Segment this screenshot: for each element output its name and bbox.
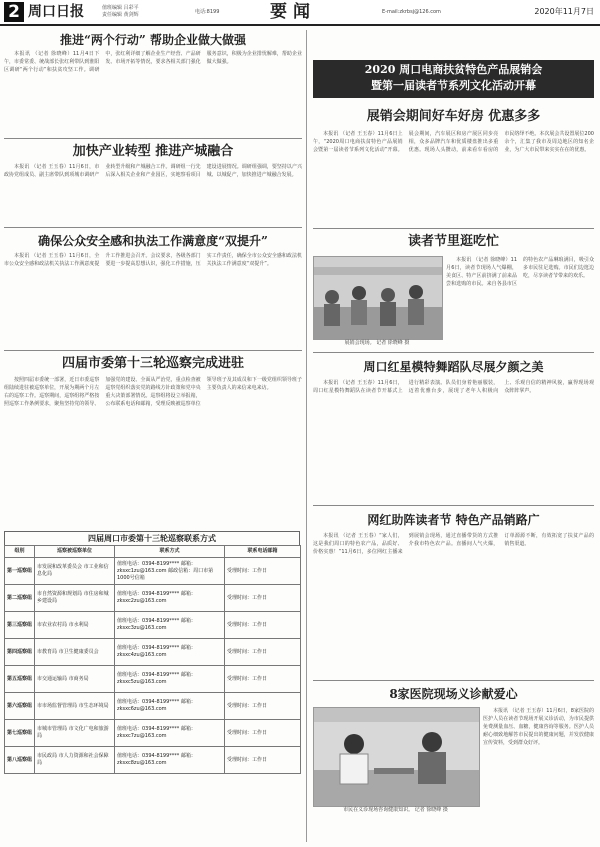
table — [4, 545, 301, 774]
phone-cell: 受理时间：工作日 — [225, 666, 301, 693]
group-cell: 第四巡察组 — [5, 639, 35, 666]
article-car-house-deals — [313, 104, 594, 226]
unit-cell: 市农业农村局 市水利局 — [35, 612, 115, 639]
editor-line-1: 值班编辑 吕彩平 — [102, 5, 139, 11]
photo-caption: 市民在义诊现场咨询健康知识。 记者 徐晓峰 摄 — [343, 807, 448, 813]
unit-cell: 市交通运输局 市商务局 — [35, 666, 115, 693]
article-industry-transform — [4, 141, 302, 225]
article-body: 本报讯 （记者 徐晓峰）11月4日下午，市委常委、统战部长张红利带队到淮阳区调研“两个行动”和扶贫攻坚工作。调研中，张红利详细了解企业生产经营、产品研发、市场开拓等情况，要求各相关部门强化服务意识，积极为企业排忧解难，帮助企业做大做强。 — [4, 51, 302, 73]
phone-cell: 受理时间：工作日 — [225, 612, 301, 639]
phone-cell: 受理时间：工作日 — [225, 720, 301, 747]
table-row — [5, 747, 301, 774]
article-body: 本报讯 （记者 王玉春）11月6日，周口红星模特舞蹈队在读者节开幕式上进行精彩表演。队员们身着艳丽服装，迈着优雅台步，展现了老年人积极向上、乐观自信的精神风貌，赢得现场观众阵阵掌声。 — [313, 380, 594, 394]
expo-banner — [313, 60, 594, 98]
contact-cell: 值班电话：0394-8199**** 邮箱：zksxc6zu@163.com — [115, 693, 225, 720]
group-cell: 第七巡察组 — [5, 720, 35, 747]
table-header-row — [5, 546, 301, 558]
group-cell: 第八巡察组 — [5, 747, 35, 774]
contact-cell: 值班电话：0394-8199**** 邮箱：zksxc4zu@163.com — [115, 639, 225, 666]
headline: 网红助阵读者节 特色产品销路广 — [367, 513, 540, 527]
article-body: 本报讯 （记者 王玉春）11月6日，市政协党组成员、副主席带队到项城市调研产业转型升级和产城融合工作。调研组一行先后深入相关企业和产业园区，实地察看项目建设进展情况。调研组强调，要坚持以产兴城、以城促产，加快推进产城融合发展。 — [4, 164, 302, 178]
divider — [313, 352, 594, 353]
article-influencers — [313, 508, 594, 678]
banner-line-1: 2020 周口电商扶贫特色产品展销会 — [364, 63, 543, 76]
phone-cell: 受理时间：工作日 — [225, 585, 301, 612]
masthead — [0, 0, 600, 26]
divider — [313, 505, 594, 506]
column-rule — [306, 30, 307, 842]
clinic-photo — [313, 707, 480, 807]
contact-cell: 值班电话：0394-8199**** 邮箱：zksxc8zu@163.com — [115, 747, 225, 774]
headline: 确保公众安全感和执法工作满意度“双提升” — [38, 234, 268, 248]
issue-date: 2020年11月7日 — [534, 7, 594, 16]
article-body: 按照四届市委统一部署，近日市委巡察组陆续进驻被巡察单位，开展为期两个月左右的巡察工作。巡察期间，巡察组将严格按照巡察工作条例要求，聚焦坚持党的领导、加强党的建设、全面从严治党，重点检查被巡察党组织落实党的路线方针政策和党中央重大决策部署情况。巡察组将设立举报箱，公布联系电话和邮箱，受理反映被巡察单位领导班子及其成员和下一级党组织领导班子主要负责人的来信来电来访。 — [4, 377, 302, 407]
expo-photo — [313, 256, 443, 340]
unit-cell: 市城市管理局 市文化广电和旅游局 — [35, 720, 115, 747]
contact-cell: 值班电话：0394-8199**** 邮箱：zksxc2zu@163.com — [115, 585, 225, 612]
section-title: 要闻 — [270, 2, 316, 22]
headline: 展销会期间好车好房 优惠多多 — [366, 109, 541, 124]
article-body: 本报讯 （记者 王玉春）11月6日上午，“2020周口电商扶贫特色产品展销会暨第一届读者节系列文化活动”开幕。展会期间，汽车展区和房产展区同步亮相，众多品牌汽车和优质楼盘推出多重优惠。现场人头攒动，前来看车看房的市民络绎不绝。本次展会共设置展位200余个，汇集了我市及周边地区的知名企业，为广大市民带来实实在在的优惠。 — [313, 131, 594, 153]
headline: 读者节里逛吃忙 — [407, 234, 499, 249]
article-dance-team — [313, 355, 594, 503]
clinic-photo-image — [314, 708, 479, 806]
group-cell: 第五巡察组 — [5, 666, 35, 693]
headline: 8家医院现场义诊献爱心 — [389, 687, 518, 701]
table-row — [5, 585, 301, 612]
group-cell: 第一巡察组 — [5, 558, 35, 585]
divider — [313, 680, 594, 681]
email: E-mail:zkrbsj@126.com — [382, 9, 441, 15]
table-row — [5, 558, 301, 585]
contact-cell: 值班电话：0394-8199**** 邮箱：zksxc7zu@163.com — [115, 720, 225, 747]
photo-caption: 展销会现场。 记者 徐晓峰 摄 — [344, 340, 410, 346]
headline: 加快产业转型 推进产城融合 — [72, 144, 234, 159]
article-two-actions — [4, 30, 302, 136]
article-body: 本报讯 （记者 徐晓峰）11月6日，读者节现场人气爆棚，美食区、特产区前挤满了前来品尝和选购的市民。来自各县市区的特色农产品琳琅满目，吸引众多市民驻足选购。市民们边逛边吃，尽享读者节带来的欢乐。 — [446, 257, 594, 287]
phone-cell: 受理时间：工作日 — [225, 558, 301, 585]
group-cell: 第六巡察组 — [5, 693, 35, 720]
phone-cell: 受理时间：工作日 — [225, 747, 301, 774]
article-body: 本报讯 （记者 王玉春）11月6日，全市公众安全感和政法机关执法工作满意度提升工作推进会召开。会议要求，各级各部门要进一步提高思想认识，强化工作措施，压实工作责任，确保全市公众安全感和政法机关执法工作满意度“双提升”。 — [4, 253, 302, 267]
column-header: 联系电话邮箱 — [225, 546, 301, 558]
contact-cell: 值班电话：0394-8199**** 邮箱：zksxc1zu@163.com 邮政信箱：周口市第1000号信箱 — [115, 558, 225, 585]
divider — [4, 227, 302, 228]
contact-cell: 值班电话：0394-8199**** 邮箱：zksxc5zu@163.com — [115, 666, 225, 693]
phone: 电话:8199 — [195, 9, 220, 15]
headline: 周口红星模特舞蹈队尽展夕颜之美 — [363, 360, 544, 374]
phone-cell: 受理时间：工作日 — [225, 693, 301, 720]
table-row — [5, 666, 301, 693]
unit-cell: 市发展和改革委员会 市工业和信息化局 — [35, 558, 115, 585]
group-cell: 第三巡察组 — [5, 612, 35, 639]
unit-cell: 市自然资源和规划局 市住房和城乡建设局 — [35, 585, 115, 612]
phone-cell: 受理时间：工作日 — [225, 639, 301, 666]
column-header: 联系方式 — [115, 546, 225, 558]
article-body: 本报讯 （记者 王玉春）11月6日，8家医院的医护人员在读者节现场开展义诊活动，为市民提供免费测量血压、血糖，健康咨询等服务。医护人员耐心细致地解答市民提出的健康问题，并发放健康宣传资料，受到群众好评。 — [483, 708, 594, 746]
divider — [313, 228, 594, 229]
headline: 推进“两个行动” 帮助企业做大做强 — [60, 33, 246, 47]
unit-cell: 市教育局 市卫生健康委员会 — [35, 639, 115, 666]
editor-line-2: 责任编辑 黄剑辉 — [102, 12, 139, 18]
banner-line-2: 暨第一届读者节系列文化活动开幕 — [371, 79, 536, 92]
crowd-photo-image — [314, 257, 442, 339]
article-free-clinic — [313, 683, 594, 705]
table-title: 四届周口市委第十三轮巡察联系方式 — [4, 531, 300, 545]
contact-table — [4, 531, 300, 774]
divider — [4, 138, 302, 139]
page-number: 2 — [4, 2, 24, 22]
article-public-safety — [4, 230, 302, 348]
contact-cell: 值班电话：0394-8199**** 邮箱：zksxc3zu@163.com — [115, 612, 225, 639]
article-body: 本报讯 （记者 王玉春）“家人们，这是我们周口的特色农产品，品质好、价格实惠！”11月6日，多位网红主播来到展销会现场，通过直播带货的方式推介我市特色农产品。直播间人气火爆，订单源源不断，有效拓宽了扶贫产品的销售渠道。 — [313, 533, 594, 555]
column-header: 巡察被巡察单位 — [35, 546, 115, 558]
table-row — [5, 693, 301, 720]
table-row — [5, 639, 301, 666]
divider — [4, 350, 302, 351]
paper-name: 周口日报 — [28, 4, 84, 20]
headline: 四届市委第十三轮巡察完成进驻 — [61, 356, 244, 371]
group-cell: 第二巡察组 — [5, 585, 35, 612]
table-row — [5, 612, 301, 639]
unit-cell: 市民政局 市人力资源和社会保障局 — [35, 747, 115, 774]
column-header: 组别 — [5, 546, 35, 558]
table-row — [5, 720, 301, 747]
article-inspection — [4, 352, 302, 526]
unit-cell: 市市场监督管理局 市生态环境局 — [35, 693, 115, 720]
article-reader-festival — [313, 231, 594, 253]
